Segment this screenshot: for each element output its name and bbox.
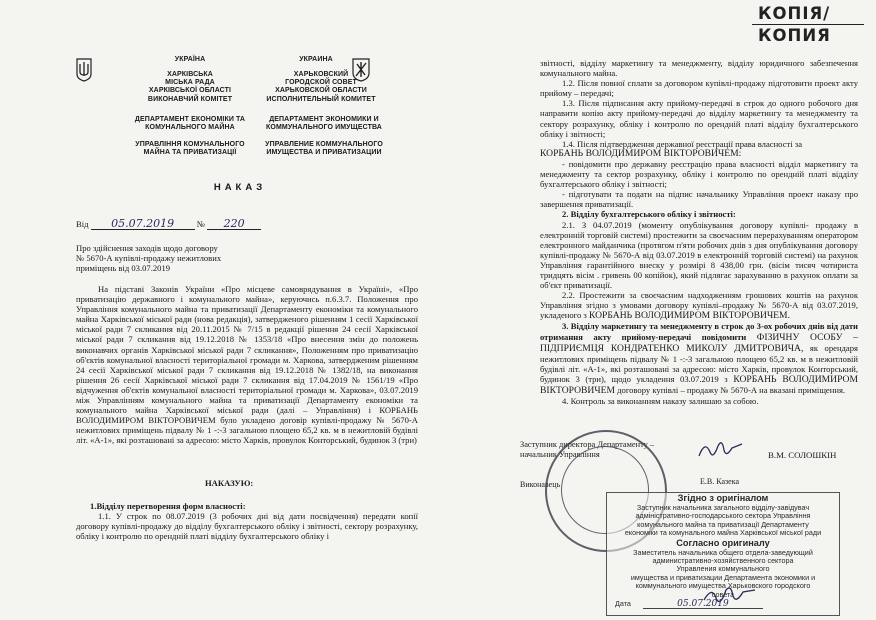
executor-label: Виконавець [520, 480, 561, 489]
item-4: 4. Контроль за виконанням наказу залишаю за собою. [562, 396, 759, 407]
item-1-2: 1.2. Після повної сплати за договором купівлі-продажу підготовити проект акту прийому – передачі; [540, 78, 858, 99]
item-1-4-prepare: - підготувати та подати на підпис начальнику Управління проект наказу про завершення приватизації. [540, 189, 858, 210]
subject [76, 243, 316, 273]
header-right-org-line: ХАРЬКОВСКИЙ [293, 71, 349, 78]
header-right-dept-line: ДЕПАРТАМЕНТ ЭКОНОМИКИ И [269, 116, 379, 123]
item-1-3: 1.3. Після підписання акту прийому-передачі в строк до одного робочого дня направити копію акту прийому-передачі до відділу маркетингу та менеджменту та сектору розрахунку, обліку і контролю по орендній платі відділу бухгалтерського обліку і звітності; [540, 98, 858, 139]
certifier-signature-icon [700, 582, 760, 608]
director-signature-icon [696, 436, 746, 464]
copy-stamp [752, 4, 864, 56]
item-3-premises: як орендаря нежитлових приміщень підвалу № 1 -:-3 загальною площею 65,2 кв. м в нежитловій будівлі літ. «А-1», які розташовані за адресою: місто Харків, провулок Конторський, будинок 3 (три), щодо укладення 03.07.2019 з [540, 342, 858, 384]
header-right-mgmt [238, 141, 410, 157]
item-2-1: 2.1. З 04.07.2019 (моменту опублікування договору купівлі- продажу в електронній торговій системі) простежити за своєчасним перерахуванням оператором електронного майданчика (протягом п'яти робочих днів з дня опублікування договору купівлі-продажу № 5670-А від 03.07.2019 в електронній торговій системі) на рахунок Управління гарантійного внеску у розмірі 8 438,00 грн. (вісім тисяч чотириста тридцять вісім . гривень 00 копійок), який підлягає зарахуванню в рахунок оплати за об'єкт приватизації. [540, 219, 858, 291]
executor-name: Е.В. Казека [700, 477, 740, 486]
subject-line: Про здійснення заходів щодо договору [76, 243, 218, 253]
item-3-contract: договору купівлі – продажу № 5670-А на вказані приміщення. [617, 385, 846, 395]
signatory-title-line: начальник Управління [520, 450, 600, 459]
copy-stamp-line: КОПИЯ [752, 24, 864, 46]
item-1-4-notify: - повідомити про державну реєстрацію права власності відділ маркетингу та менеджменту та сектор розрахунку, обліку і контролю по орендній платі відділу бухгалтерського обліку і звітності; [540, 158, 858, 190]
cert-stamp-line: совета [711, 589, 735, 599]
signatory-title-line: Заступник директора Департаменту – [520, 440, 655, 449]
header-left-org [120, 71, 260, 104]
header-left-dept-line: ДЕПАРТАМЕНТ ЕКОНОМІКИ ТА [134, 116, 246, 123]
copy-stamp-line: КОПІЯ/ [758, 4, 831, 23]
item-1-1: 1.1. У строк по 08.07.2019 (3 робочих дні від дати посвідчення) передати копії договору купівлі-продажу до відділу бухгалтерського обліку і звітності, сектору розрахунку, обліку і контролю по орендній платі відділу бухгалтерського обліку і [76, 511, 418, 542]
header-left-org-line: ХАРКІВСЬКА [167, 71, 213, 78]
cert-stamp-line: Управления коммунального [676, 564, 770, 574]
number-value: 220 [207, 219, 261, 230]
preamble [76, 284, 418, 446]
header-right-org [246, 71, 396, 104]
header-left-mgmt-line: УПРАВЛІННЯ КОМУНАЛЬНОГО [135, 141, 245, 148]
item-3: 3. Відділу маркетингу та менеджменту в строк до 3-ох робочих днів від дати отримання акту прийому-передачі повідомити [540, 321, 858, 342]
header-left-org-line: ХАРКІВСЬКОЇ ОБЛАСТІ [148, 87, 232, 95]
header-right-org-line: ХАРЬКОВСКОЙ ОБЛАСТИ [275, 87, 367, 95]
order-heading: НАКАЗУЮ: [205, 478, 254, 488]
cert-stamp-date-value: 05.07.2019 [643, 600, 763, 609]
date-number-line [76, 219, 416, 230]
document-type: НАКАЗ [213, 182, 267, 193]
coat-of-arms-ukraine-icon [76, 58, 92, 82]
item-1-4-buyer: КОРБАНЬ ВОЛОДИМИРОМ ВІКТОРОВИЧЕМ: [540, 147, 742, 159]
header-right-org-line: ИСПОЛНИТЕЛЬНЫЙ КОМИТЕТ [266, 95, 376, 103]
header-right-dept-line: КОММУНАЛЬНОГО ИМУЩЕСТВА [266, 124, 382, 132]
item-1-1-continued: звітності, відділу маркетингу та менеджменту, відділу юридичного забезпечення комунального майна. [540, 58, 858, 79]
header-right-dept [238, 116, 410, 132]
cert-stamp-line: економіки та комунального майна Харківської міської ради [624, 528, 822, 538]
header-right-mgmt-line: УПРАВЛЕНИЕ КОММУНАЛЬНОГО [265, 141, 383, 148]
item-2-2-buyer: КОРБАНЬ ВОЛОДИМИРОМ ВІКТОРОВИЧЕМ. [588, 310, 790, 322]
cert-stamp-line: имущества и приватизации Департамента экономики и [630, 572, 816, 582]
header-left-mgmt-line: МАЙНА ТА ПРИВАТИЗАЦІЇ [143, 149, 237, 157]
header-left-org-line: МІСЬКА РАДА [165, 79, 215, 87]
cert-stamp-line: адміністративно-господарського сектора Управління [635, 511, 811, 521]
subject-line: приміщень від 03.07.2019 [76, 263, 171, 274]
item-1-4: 1.4. Після підтвердження державної реєстрації права власності за [562, 138, 803, 149]
cert-stamp-title-ru: Согласно оригиналу [676, 537, 770, 548]
item-3-buyer: КОРБАНЬ ВОЛОДИМИРОМ ВІКТОРОВИЧЕМ [540, 373, 859, 396]
subject-line: № 5670-А купівлі-продажу нежитлових [76, 253, 222, 264]
item-2-2: 2.2. Простежити за своєчасним надходженням грошових коштів на рахунок Управління згідно з умовами договору купівлі–продажу № 5670-А від 03.07.2019, укладеного з [540, 290, 858, 321]
date-value: 05.07.2019 [91, 219, 195, 230]
header-left-title: УКРАЇНА [174, 56, 206, 63]
signatory-name: В.М. СОЛОШКІН [768, 450, 837, 460]
preamble-text: На підставі Законів України «Про місцеве самоврядування в Україні», «Про приватизацію державного і комунального майна», керуючись п.6.3.7. Положення про Управління комунального майна та приватизації Департаменту економіки та комунального майна Харківської міської ради (нова редакція), затвердженого рішенням 1 сесії Харківської міської ради 7 скликання від 20.11.2015 № 7/15 в редакції рішення 24 сесії Харківської міської ради 7 скликання від 19.12.2018 № 1353/18 «Про внесення змін до положень виконавчих органів Харківської міської ради 7 скликання», Положенням про приватизацію об'єктів комунальної власності територіальної громади м. Харкова, затвердженим рішенням 24 сесії Харківської міської ради 7 скликання від 19.12.2018 № 1382/18, на виконання рішення 26 сесії Харківської міської ради 7 скликання від 17.04.2019 № 1561/19 «Про відчуження об'єктів комунальної власності територіальної громади м. Харкова», 03.07.2019 між Управлінням комунального майна та приватизації Департаменту економіки та комунального майна Харківської міської ради (далі – Управління) і КОРБАНЬ ВОЛОДИМИРОМ ВІКТОРОВИЧЕМ було укладено договір купівлі-продажу № 5670-А нежитлових приміщень підвалу № 1 -:-3 загальною площею 65,2 кв. м в нежитловій будівлі літ. «А-1», які розташовані за адресою: місто Харків, провулок Конторський, будинок 3 (три) [76, 284, 418, 446]
cert-stamp-title-ua: Згідно з оригіналом [677, 493, 769, 503]
header-left-org-line: ВИКОНАВЧИЙ КОМІТЕТ [147, 95, 233, 103]
header-left-dept-line: КОМУНАЛЬНОГО МАЙНА [145, 124, 235, 132]
header-right-org-line: ГОРОДСКОЙ СОВЕТ [285, 79, 357, 87]
date-prefix: Від [76, 219, 89, 229]
cert-stamp-line: Заступник начальника загального відділу-завідувач [636, 503, 810, 512]
number-prefix: № [196, 219, 206, 229]
section-1 [76, 501, 418, 541]
cert-stamp-line: комунального майна та приватизації Департаменту [637, 519, 809, 529]
cert-stamp-line: коммунального имущества Харьковского городского [635, 581, 811, 591]
cert-stamp-line: Заместитель начальника общего отдела-заведующий [633, 547, 813, 557]
section-2-title: 2. Відділу бухгалтерського обліку і звітності: [562, 209, 736, 220]
cert-stamp-line: административно-хозяйственного сектора [652, 556, 794, 566]
section-1-title: 1.Відділу перетворення форм власності: [90, 501, 246, 511]
right-column-text [540, 58, 858, 406]
header-right-mgmt-line: ИМУЩЕСТВА И ПРИВАТИЗАЦИИ [266, 149, 382, 157]
cert-stamp-date-label: Дата [615, 599, 631, 609]
item-3-tenant: ФІЗИЧНУ ОСОБУ – ПІДПРИЄМЦЯ КОНДРАТЕНКО МИКОЛУ ДМИТРОВИЧА, [540, 331, 858, 354]
header-right-title: УКРАИНА [299, 56, 333, 63]
